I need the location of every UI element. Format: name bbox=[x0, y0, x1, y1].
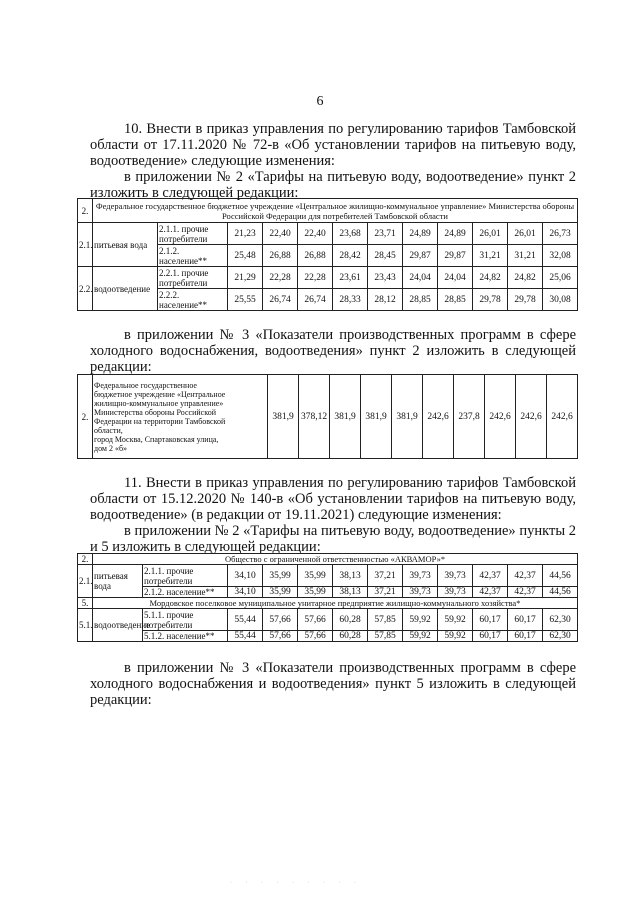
consumer-label: 2.1.2. население** bbox=[158, 245, 228, 267]
consumer-label: 5.1.2. население** bbox=[143, 631, 228, 642]
consumer-label: 2.2.2. население** bbox=[158, 289, 228, 311]
row-number: 2. bbox=[78, 375, 93, 459]
table-row: 2.2. водоотведение 2.2.1. прочие потребители 21,29 22,28 22,28 23,61 23,43 24,04 24,04 24,82 24,82 25,06 bbox=[78, 267, 578, 289]
row-number: 2. bbox=[78, 554, 93, 565]
section-10-appendix-3: в приложении № 3 «Показатели производственных программ в сфере холодного водоснабжения, водоотведения» пункт 2 изложить в следующей редакции: bbox=[90, 327, 576, 375]
organization-header: Федеральное государственное бюджетное учреждение «Центральное жилищно-коммунальное управление» Министерства обороны Российской Федерации для потребителей Тамбовской области bbox=[93, 199, 578, 223]
table-row: 2.1.2. население** 34,10 35,99 35,99 38,13 37,21 39,73 39,73 42,37 42,37 44,56 bbox=[78, 587, 578, 598]
service-name: водоотведение bbox=[93, 609, 143, 642]
scan-artifact: · · · · · · · · · bbox=[230, 880, 362, 886]
table-row: 2.1. питьевая вода 2.1.1. прочие потребители 34,10 35,99 35,99 38,13 37,21 39,73 39,73 42,37 42,37 44,56 bbox=[78, 565, 578, 587]
service-name: питьевая вода bbox=[93, 565, 143, 598]
production-program-table bbox=[77, 374, 578, 459]
organization-details: Федеральное государственное бюджетное учреждение «Центральное жилищно-коммунальное управление» Министерства обороны Российской Федерации на территории Тамбовской области, город Москва, Спартаковская улица, дом 2 «б» bbox=[93, 375, 268, 459]
consumer-label: 5.1.1. прочие потребители bbox=[143, 609, 228, 631]
row-number: 5. bbox=[78, 598, 93, 609]
page-number: 6 bbox=[316, 94, 324, 109]
section-10-intro: 10. Внести в приказ управления по регулированию тарифов Тамбовской области от 17.11.2020 № 72-в «Об установлении тарифов на питьевую воду, водоотведение» следующие изменения: bbox=[90, 121, 576, 169]
consumer-label: 2.1.2. население** bbox=[143, 587, 228, 598]
row-number: 2. bbox=[78, 199, 93, 223]
consumer-label: 2.1.1. прочие потребители bbox=[158, 223, 228, 245]
table-row: 5.1.2. население** 55,44 57,66 57,66 60,28 57,85 59,92 59,92 60,17 60,17 62,30 bbox=[78, 631, 578, 642]
organization-header: Общество с ограниченной ответственностью «АКВАМОР»* bbox=[93, 554, 578, 565]
section-11-intro: 11. Внести в приказ управления по регулированию тарифов Тамбовской области от 15.12.2020 № 140-в «Об установлении тарифов на питьевую воду, водоотведение» (в редакции от 19.11.2021) следующие изменения: bbox=[90, 475, 576, 523]
tariff-table-1 bbox=[77, 198, 578, 311]
consumer-label: 2.2.1. прочие потребители bbox=[158, 267, 228, 289]
organization-header: Мордовское поселковое муниципальное унитарное предприятие жилищно-коммунального хозяйства* bbox=[93, 598, 578, 609]
table-row: 2. Федеральное государственное бюджетное учреждение «Центральное жилищно-коммунальное управление» Министерства обороны Российской Федерации на территории Тамбовской области, город Москва, Спартаковская улица, дом 2 «б» 381,9 378,12 381,9 381,9 381,9 242,6 237,8 242,6 242,6 242,6 bbox=[78, 375, 578, 459]
service-name: водоотведение bbox=[93, 267, 158, 311]
service-name: питьевая вода bbox=[93, 223, 158, 267]
tariff-table-2 bbox=[77, 553, 578, 642]
table-row: 2.1.2. население** 25,48 26,88 26,88 28,42 28,45 29,87 29,87 31,21 31,21 32,08 bbox=[78, 245, 578, 267]
table-row: 2.2.2. население** 25,55 26,74 26,74 28,33 28,12 28,85 28,85 29,78 29,78 30,08 bbox=[78, 289, 578, 311]
section-11-appendix-2: в приложении № 2 «Тарифы на питьевую воду, водоотведение» пункты 2 и 5 изложить в следующей редакции: bbox=[90, 523, 576, 555]
table-row: 2.1. питьевая вода 2.1.1. прочие потребители 21,23 22,40 22,40 23,68 23,71 24,89 24,89 26,01 26,01 26,73 bbox=[78, 223, 578, 245]
table-row: 5.1. водоотведение 5.1.1. прочие потребители 55,44 57,66 57,66 60,28 57,85 59,92 59,92 60,17 60,17 62,30 bbox=[78, 609, 578, 631]
section-11-appendix-3: в приложении № 3 «Показатели производственных программ в сфере холодного водоснабжения и водоотведения» пункт 5 изложить в следующей редакции: bbox=[90, 660, 576, 708]
section-10-appendix-2: в приложении № 2 «Тарифы на питьевую воду, водоотведение» пункт 2 изложить в следующей редакции: bbox=[90, 169, 576, 201]
consumer-label: 2.1.1. прочие потребители bbox=[143, 565, 228, 587]
